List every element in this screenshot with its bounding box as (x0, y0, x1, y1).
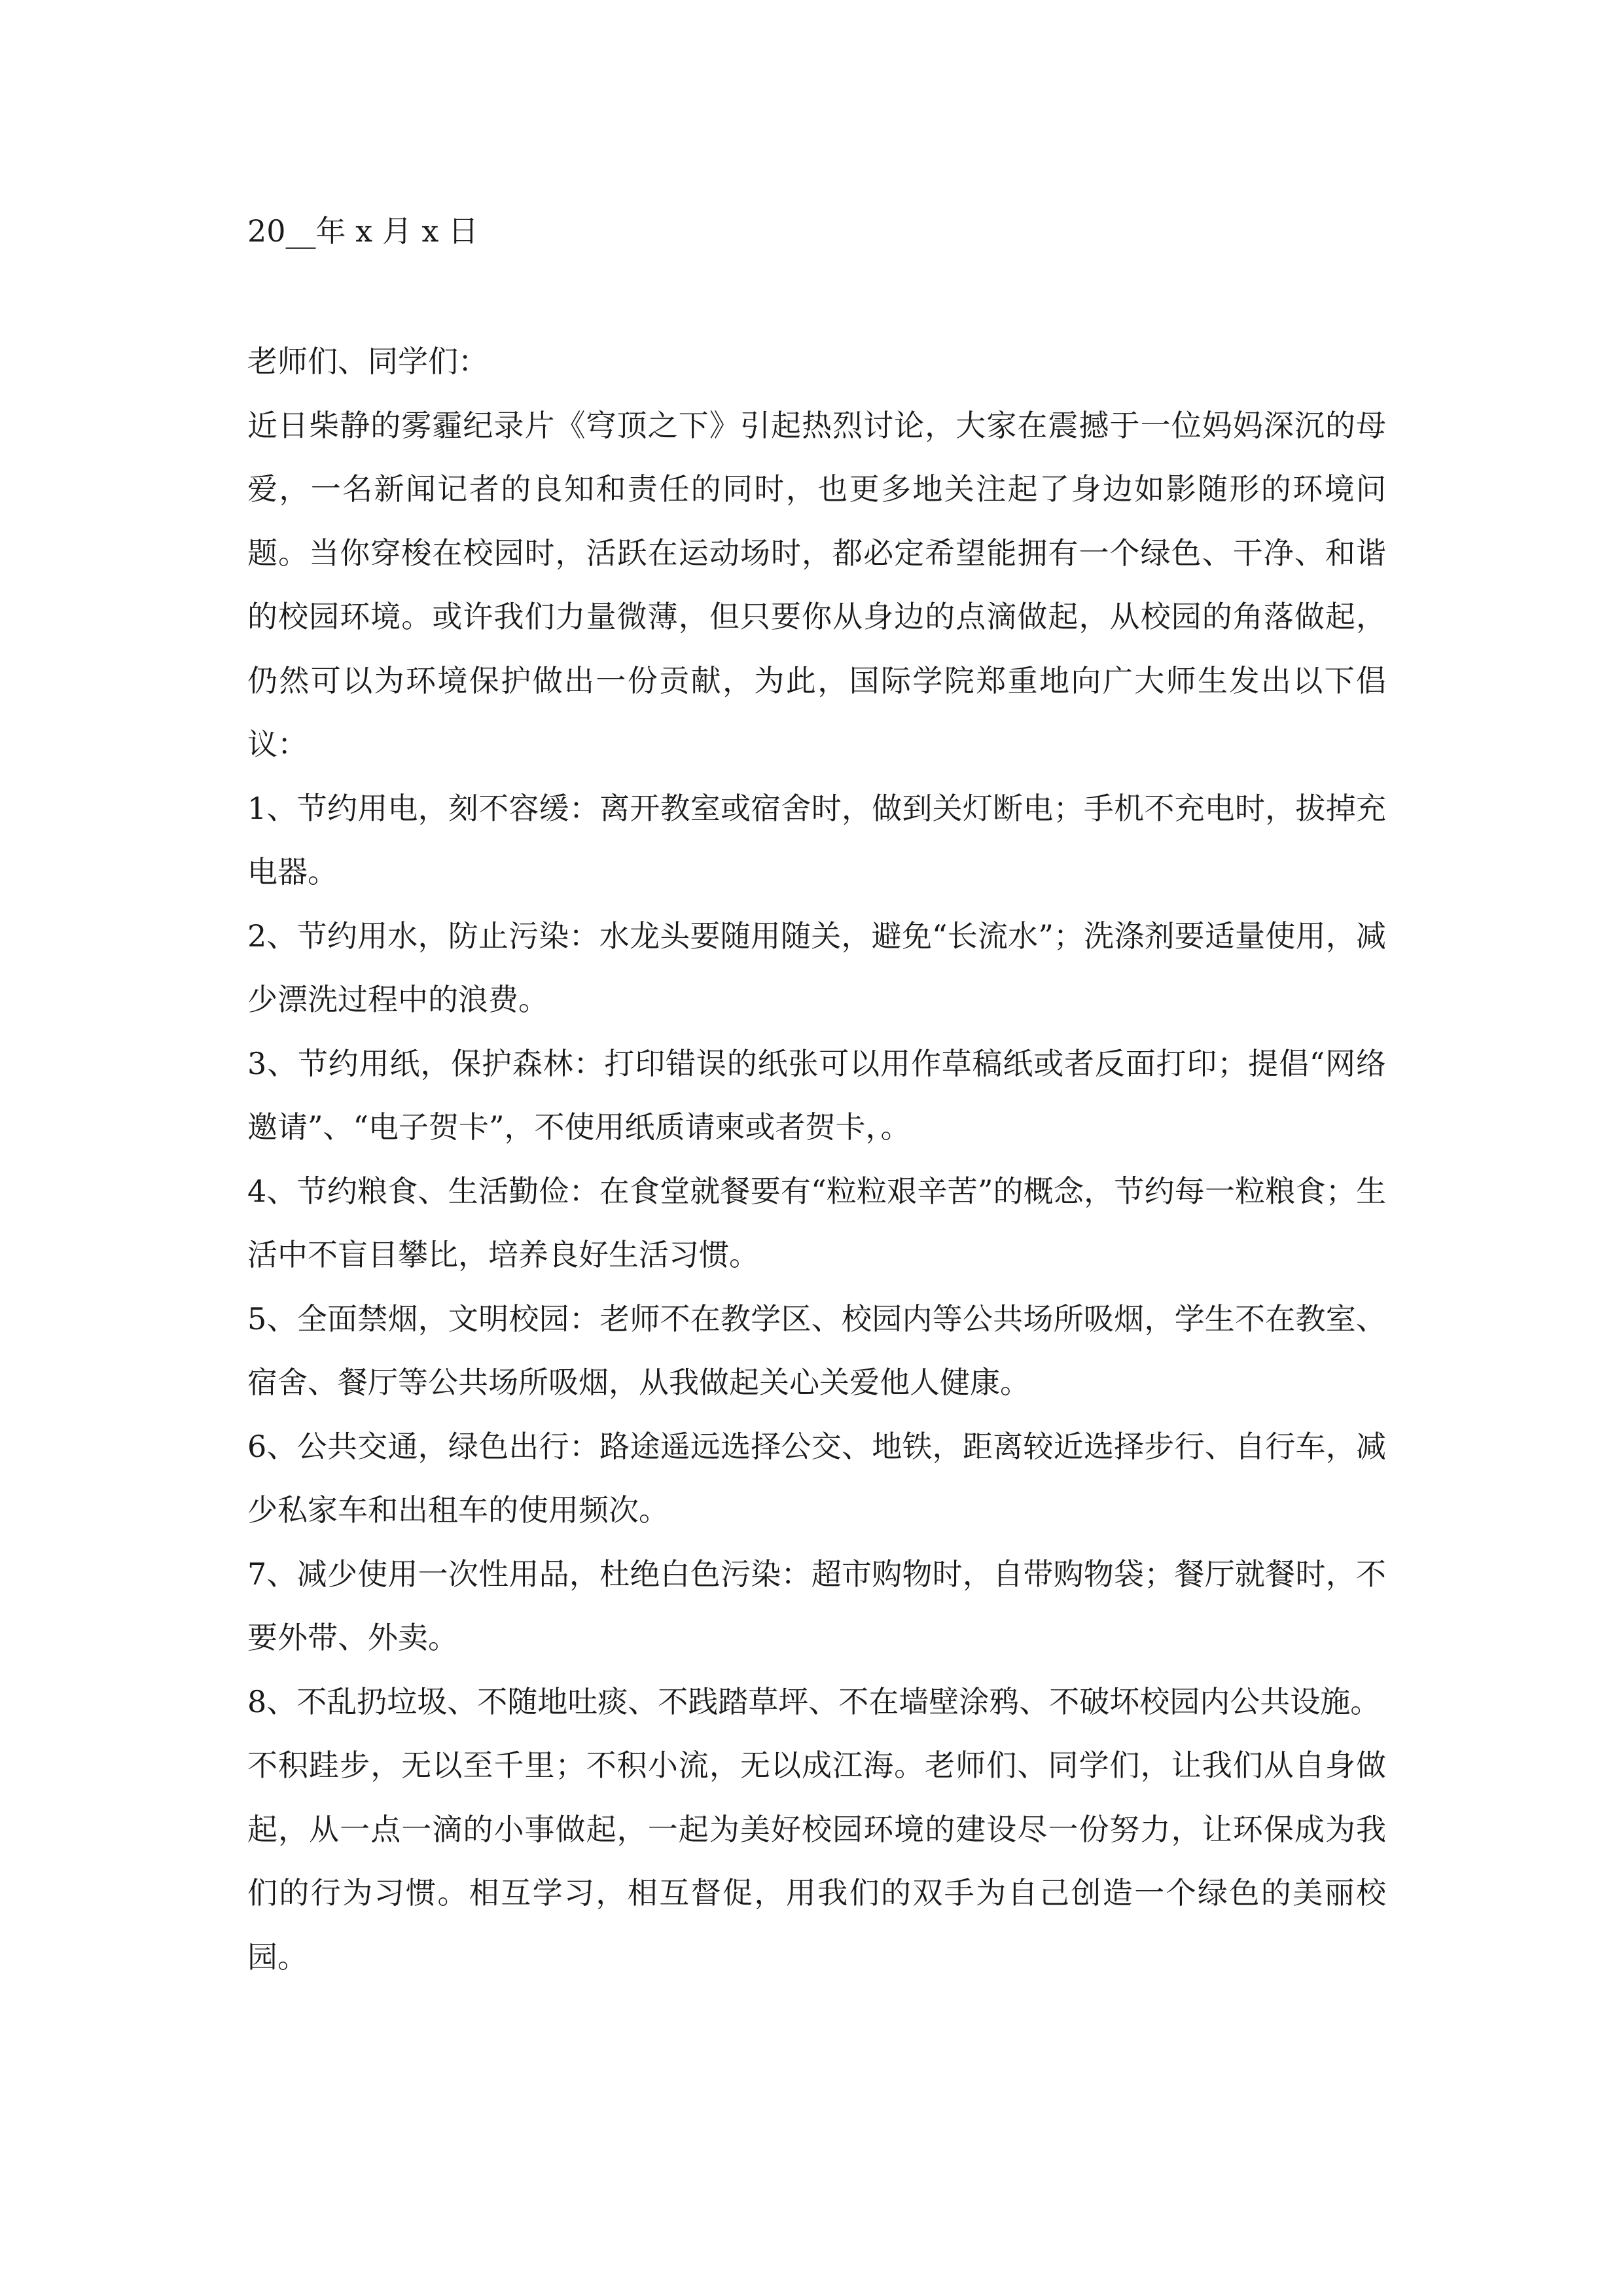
document-body (247, 330, 1386, 1989)
paragraph-item-3: 3、节约用纸，保护森林：打印错误的纸张可以用作草稿纸或者反面打印；提倡“网络邀请”、“电子贺卡”，不使用纸质请柬或者贺卡，。 (247, 1045, 1386, 1145)
paragraph-item-5: 5、全面禁烟，文明校园：老师不在教学区、校园内等公共场所吸烟，学生不在教室、宿舍、餐厅等公共场所吸烟，从我做起关心关爱他人健康。 (247, 1300, 1386, 1400)
paragraph-item-7: 7、减少使用一次性用品，杜绝白色污染：超市购物时，自带购物袋；餐厅就餐时，不要外带、外卖。 (247, 1556, 1386, 1655)
paragraph-item-4: 4、节约粮食、生活勤俭：在食堂就餐要有“粒粒艰辛苦”的概念，节约每一粒粮食；生活中不盲目攀比，培养良好生活习惯。 (247, 1173, 1386, 1272)
salutation: 老师们、同学们： (247, 344, 488, 379)
paragraph-item-6: 6、公共交通，绿色出行：路途遥远选择公交、地铁，距离较近选择步行、自行车，减少私家车和出租车的使用频次。 (247, 1428, 1386, 1528)
paragraph-closing: 不积跬步，无以至千里；不积小流，无以成江海。老师们、同学们，让我们从自身做起，从一点一滴的小事做起，一起为美好校园环境的建设尽一份努力，让环保成为我们的行为习惯。相互学习，相互督促，用我们的双手为自己创造一个绿色的美丽校园。 (247, 1748, 1386, 1975)
paragraph-item-2: 2、节约用水，防止污染：水龙头要随用随关，避免“长流水”；洗涤剂要适量使用，减少漂洗过程中的浪费。 (247, 918, 1386, 1017)
paragraph-item-1: 1、节约用电，刻不容缓：离开教室或宿舍时，做到关灯断电；手机不充电时，拔掉充电器。 (247, 790, 1386, 889)
paragraph-intro: 近日柴静的雾霾纪录片《穹顶之下》引起热烈讨论，大家在震撼于一位妈妈深沉的母爱，一名新闻记者的良知和责任的同时，也更多地关注起了身边如影随形的环境问题。当你穿梭在校园时，活跃在运动场时，都必定希望能拥有一个绿色、干净、和谐的校园环境。或许我们力量微薄，但只要你从身边的点滴做起，从校园的角落做起，仍然可以为环境保护做出一份贡献，为此，国际学院郑重地向广大师生发出以下倡议： (247, 407, 1386, 762)
paragraph-item-8: 8、不乱扔垃圾、不随地吐痰、不践踏草坪、不在墙壁涂鸦、不破坏校园内公共设施。 (247, 1683, 1381, 1719)
document-date: 20__年 x 月 x 日 (247, 213, 478, 249)
